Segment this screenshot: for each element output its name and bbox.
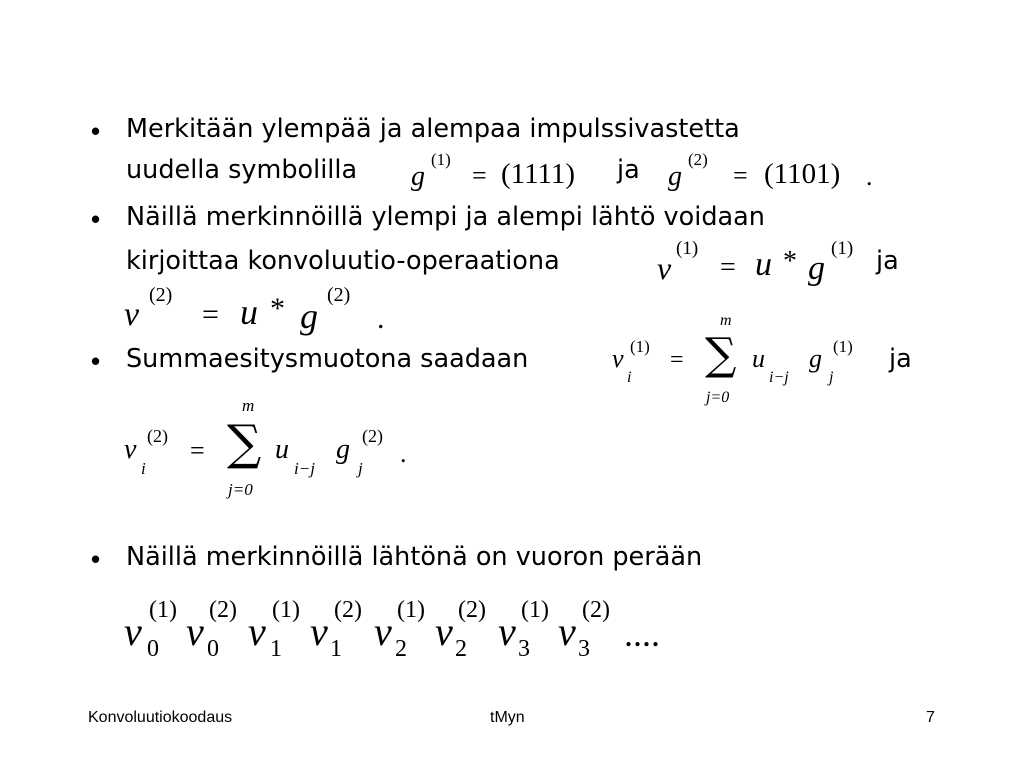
v1-g: g (808, 250, 825, 287)
footer-title: Konvoluutiokoodaus (88, 709, 233, 726)
v1-star: * (783, 246, 797, 277)
sum2-v: v (124, 434, 137, 465)
seq-v-4: v (310, 609, 328, 654)
sum2-v-superscript: (2) (147, 426, 168, 446)
seq-v-2: v (186, 609, 204, 654)
v2-u: u (240, 292, 258, 332)
sum1-g-subscript: j (829, 369, 834, 386)
v1-g-superscript: (1) (831, 238, 854, 259)
seq-sub-5: 2 (395, 636, 407, 662)
bullet-2-ja: ja (876, 246, 899, 276)
sum2-g-subscript: j (358, 459, 363, 478)
v1-equals: = (720, 252, 736, 283)
v2-star: * (270, 292, 285, 325)
sum1-g: g (809, 344, 822, 373)
sum1-u: u (752, 344, 765, 373)
bullet-4-line-1: Näillä merkinnöillä lähtönä on vuoron perään (126, 542, 703, 572)
v1-superscript: (1) (676, 238, 699, 259)
seq-sup-2: (2) (209, 597, 237, 623)
v2-g: g (300, 296, 318, 336)
seq-sub-7: 3 (518, 636, 530, 662)
bullet-2-line-2: kirjoittaa konvoluutio-operaationa (126, 246, 560, 276)
g1-equals: = (472, 161, 487, 190)
sum2-period: . (400, 439, 407, 468)
seq-sub-8: 3 (578, 636, 590, 662)
seq-sup-8: (2) (582, 597, 610, 623)
footer-author: tMyn (490, 709, 525, 726)
sum1-v: v (612, 344, 624, 373)
seq-sup-5: (1) (397, 597, 425, 623)
seq-v-5: v (374, 609, 392, 654)
seq-sup-6: (2) (458, 597, 486, 623)
seq-sub-6: 2 (455, 636, 467, 662)
sum2-u: u (275, 434, 289, 465)
sum2-v-subscript: i (141, 459, 146, 478)
g2-equals: = (733, 161, 748, 190)
v2-period: . (377, 302, 385, 335)
seq-sub-1: 0 (147, 636, 159, 662)
v1-symbol: v (657, 250, 672, 286)
seq-sup-3: (1) (272, 597, 300, 623)
v2-g-superscript: (2) (327, 284, 351, 306)
sum1-u-subscript: i−j (769, 369, 789, 386)
seq-sup-7: (1) (521, 597, 549, 623)
sum2-sigma: ∑ (227, 415, 262, 471)
v1-u: u (755, 246, 772, 283)
bullet-1-line-2: uudella symbolilla (126, 155, 358, 185)
seq-sup-4: (2) (334, 597, 362, 623)
seq-sub-3: 1 (270, 636, 282, 662)
seq-sub-4: 1 (330, 636, 342, 662)
seq-v-8: v (558, 609, 576, 654)
sum1-v-subscript: i (627, 369, 632, 386)
g1-symbol: g (411, 161, 425, 192)
g2-period: . (866, 162, 873, 191)
sum1-equals: = (670, 347, 684, 373)
seq-v-7: v (498, 609, 516, 654)
bullet-3-line-1: Summaesitysmuotona saadaan (126, 344, 529, 374)
sum2-upper-limit: m (242, 396, 255, 415)
bullet-3-marker: • (88, 348, 104, 378)
seq-v-6: v (435, 609, 453, 654)
seq-v-1: v (124, 609, 142, 654)
sum1-upper-limit: m (720, 312, 732, 329)
sum2-lower-limit: j=0 (228, 480, 253, 499)
bullet-2-line-1: Näillä merkinnöillä ylempi ja alempi lähtö voidaan (126, 202, 765, 232)
sum1-v-superscript: (1) (630, 337, 650, 356)
sum1-lower-limit: j=0 (706, 389, 730, 406)
bullet-1-marker: • (88, 118, 104, 148)
sum2-equals: = (190, 436, 205, 465)
sum2-g: g (336, 434, 350, 465)
g2-symbol: g (668, 161, 682, 192)
seq-v-3: v (248, 609, 266, 654)
g1-superscript: (1) (431, 150, 451, 169)
seq-sub-2: 0 (207, 636, 219, 662)
sum2-u-subscript: i−j (294, 459, 315, 478)
v2-equals: = (202, 298, 219, 331)
v2-symbol: v (124, 296, 140, 333)
bullet-3-ja: ja (889, 344, 912, 374)
footer-page-number: 7 (926, 709, 935, 726)
sum2-g-superscript: (2) (362, 426, 383, 446)
bullet-2-marker: • (88, 206, 104, 236)
g2-superscript: (2) (688, 150, 708, 169)
seq-sup-1: (1) (149, 597, 177, 623)
bullet-1-line-1: Merkitään ylempää ja alempaa impulssivastetta (126, 114, 740, 144)
bullet-4-marker: • (88, 546, 104, 576)
seq-ellipsis: .... (624, 614, 660, 654)
g2-value: (1101) (764, 158, 841, 190)
g1-value: (1111) (501, 158, 576, 190)
bullet-1-ja: ja (617, 155, 640, 185)
sum1-sigma: ∑ (705, 329, 737, 380)
sum1-g-superscript: (1) (833, 337, 853, 356)
v2-superscript: (2) (149, 284, 173, 306)
